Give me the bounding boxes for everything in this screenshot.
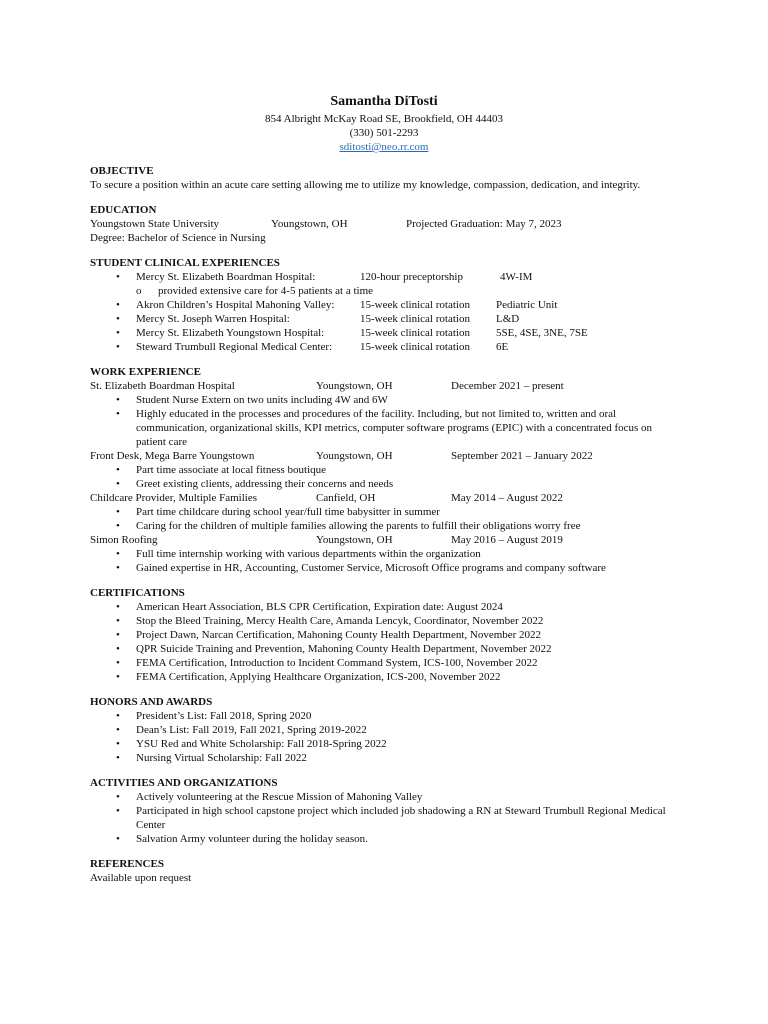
- section-title: ACTIVITIES AND ORGANIZATIONS: [90, 777, 278, 789]
- job-header: [90, 379, 690, 393]
- bullet-glyph: •: [116, 394, 120, 406]
- certification-item: [90, 642, 690, 656]
- school-name: Youngstown State University: [90, 218, 220, 230]
- job-bullet-text: Student Nurse Extern on two units including 4W and 6W: [136, 394, 388, 406]
- job-location: Youngstown, OH: [316, 534, 393, 546]
- objective-text: To secure a position within an acute care setting allowing me to utilize my knowledge, compassion, dedication, and integrity.: [90, 179, 641, 191]
- job-employer: St. Elizabeth Boardman Hospital: [90, 380, 235, 392]
- sub-bullet-glyph: o: [136, 285, 142, 297]
- degree: Degree: Bachelor of Science in Nursing: [90, 232, 266, 244]
- activity-item: [90, 804, 690, 832]
- certification-item: [90, 670, 690, 684]
- clinical-item: [90, 326, 690, 340]
- bullet-glyph: •: [116, 506, 120, 518]
- clinical-unit: 5SE, 4SE, 3NE, 7SE: [496, 327, 588, 339]
- certification-text: Stop the Bleed Training, Mercy Health Care, Amanda Lencyk, Coordinator, November 2022: [136, 615, 544, 627]
- bullet-glyph: •: [116, 464, 120, 476]
- bullet-glyph: •: [116, 313, 120, 325]
- clinical-unit: 4W-IM: [500, 271, 533, 283]
- job-bullet: [90, 463, 690, 477]
- honor-item: [90, 737, 690, 751]
- resume-body: [90, 164, 690, 896]
- honors-section: [90, 695, 690, 765]
- bullet-glyph: •: [116, 341, 120, 353]
- clinical-site: Mercy St. Elizabeth Boardman Hospital:: [136, 271, 316, 283]
- education-section: [90, 203, 690, 245]
- references-section: [90, 857, 690, 885]
- honor-text: President’s List: Fall 2018, Spring 2020: [136, 710, 312, 722]
- bullet-glyph: •: [116, 601, 120, 613]
- bullet-glyph: •: [116, 791, 120, 803]
- job-dates: December 2021 – present: [451, 380, 564, 392]
- bullet-glyph: •: [116, 752, 120, 764]
- clinical-unit: L&D: [496, 313, 520, 325]
- section-title: CERTIFICATIONS: [90, 587, 185, 599]
- section-title: WORK EXPERIENCE: [90, 366, 201, 378]
- graduation-date: Projected Graduation: May 7, 2023: [406, 218, 562, 230]
- honor-item: [90, 709, 690, 723]
- job-bullet: [90, 505, 690, 519]
- bullet-glyph: •: [116, 643, 120, 655]
- job-header: [90, 533, 690, 547]
- activity-text: Participated in high school capstone project which included job shadowing a RN at Steward Trumbull Regional Medical Center: [136, 805, 666, 831]
- bullet-glyph: •: [116, 671, 120, 683]
- work-section: [90, 365, 690, 575]
- job-bullet-text: Part time childcare during school year/full time babysitter in summer: [136, 506, 440, 518]
- clinical-item: [90, 298, 690, 312]
- job-location: Youngstown, OH: [316, 450, 393, 462]
- school-location: Youngstown, OH: [271, 218, 348, 230]
- section-title: OBJECTIVE: [90, 165, 154, 177]
- honor-item: [90, 723, 690, 737]
- honor-text: Nursing Virtual Scholarship: Fall 2022: [136, 752, 307, 764]
- bullet-glyph: •: [116, 710, 120, 722]
- job-dates: September 2021 – January 2022: [451, 450, 593, 462]
- section-title: STUDENT CLINICAL EXPERIENCES: [90, 257, 280, 269]
- job-bullet-text: Full time internship working with various departments within the organization: [136, 548, 481, 560]
- activity-text: Salvation Army volunteer during the holiday season.: [136, 833, 368, 845]
- phone: (330) 501-2293: [349, 127, 419, 139]
- job-bullet-text: Caring for the children of multiple families allowing the parents to fulfill their obligations worry free: [136, 520, 581, 532]
- job-bullet-text: Highly educated in the processes and procedures of the facility. Including, but not limited to, written and oral communication, organizational skills, KPI metrics, computer software programs (EPIC) with a concentrated focus on patient care: [136, 408, 653, 448]
- resume-header: [0, 94, 768, 154]
- clinical-type: 120-hour preceptorship: [360, 271, 463, 283]
- objective-section: [90, 164, 690, 192]
- bullet-glyph: •: [116, 833, 120, 845]
- clinical-item: [90, 270, 690, 284]
- job-dates: May 2016 – August 2019: [451, 534, 563, 546]
- clinical-item: [90, 312, 690, 326]
- clinical-sub-text: provided extensive care for 4-5 patients at a time: [158, 285, 374, 297]
- job-bullet: [90, 477, 690, 491]
- job-location: Youngstown, OH: [316, 380, 393, 392]
- honor-item: [90, 751, 690, 765]
- job-bullet: [90, 407, 690, 449]
- clinical-item: [90, 340, 690, 354]
- address: 854 Albright McKay Road SE, Brookfield, OH 44403: [264, 113, 503, 125]
- certification-item: [90, 628, 690, 642]
- job-header: [90, 491, 690, 505]
- clinical-type: 15-week clinical rotation: [360, 313, 470, 325]
- certifications-section: [90, 586, 690, 684]
- bullet-glyph: •: [116, 478, 120, 490]
- bullet-glyph: •: [116, 805, 120, 817]
- job-employer: Childcare Provider, Multiple Families: [90, 492, 257, 504]
- job-bullet: [90, 561, 690, 575]
- activities-section: [90, 776, 690, 846]
- candidate-name: Samantha DiTosti: [330, 94, 438, 109]
- job-employer: Front Desk, Mega Barre Youngstown: [90, 450, 255, 462]
- bullet-glyph: •: [116, 738, 120, 750]
- clinical-site: Mercy St. Elizabeth Youngstown Hospital:: [136, 327, 325, 339]
- section-title: EDUCATION: [90, 204, 157, 216]
- bullet-glyph: •: [116, 724, 120, 736]
- bullet-glyph: •: [116, 615, 120, 627]
- activity-item: [90, 832, 690, 846]
- bullet-glyph: •: [116, 520, 120, 532]
- clinical-sub-item: [90, 284, 690, 298]
- certification-item: [90, 600, 690, 614]
- certification-text: FEMA Certification, Applying Healthcare Organization, ICS-200, November 2022: [136, 671, 501, 683]
- bullet-glyph: •: [116, 408, 120, 420]
- clinical-section: [90, 256, 690, 354]
- certification-text: Project Dawn, Narcan Certification, Mahoning County Health Department, November 2022: [136, 629, 542, 641]
- certification-text: QPR Suicide Training and Prevention, Mahoning County Health Department, November 2022: [136, 643, 552, 655]
- activity-text: Actively volunteering at the Rescue Mission of Mahoning Valley: [136, 791, 423, 803]
- certification-text: American Heart Association, BLS CPR Certification, Expiration date: August 2024: [136, 601, 503, 613]
- job-bullet-text: Part time associate at local fitness boutique: [136, 464, 327, 476]
- clinical-site: Mercy St. Joseph Warren Hospital:: [136, 313, 290, 325]
- job-bullet: [90, 547, 690, 561]
- clinical-unit: 6E: [496, 341, 509, 353]
- honor-text: YSU Red and White Scholarship: Fall 2018-Spring 2022: [136, 738, 387, 750]
- job-dates: May 2014 – August 2022: [451, 492, 563, 504]
- clinical-unit: Pediatric Unit: [496, 299, 558, 311]
- job-bullet-text: Greet existing clients, addressing their concerns and needs: [136, 478, 394, 490]
- bullet-glyph: •: [116, 629, 120, 641]
- job-bullet: [90, 393, 690, 407]
- clinical-type: 15-week clinical rotation: [360, 299, 470, 311]
- references-text: Available upon request: [90, 872, 192, 884]
- job-bullet-text: Gained expertise in HR, Accounting, Customer Service, Microsoft Office programs and company software: [136, 562, 606, 574]
- section-title: REFERENCES: [90, 858, 164, 870]
- clinical-type: 15-week clinical rotation: [360, 327, 470, 339]
- bullet-glyph: •: [116, 327, 120, 339]
- clinical-site: Akron Children’s Hospital Mahoning Valley:: [136, 299, 335, 311]
- job-location: Canfield, OH: [316, 492, 376, 504]
- job-header: [90, 449, 690, 463]
- bullet-glyph: •: [116, 562, 120, 574]
- clinical-type: 15-week clinical rotation: [360, 341, 470, 353]
- certification-item: [90, 614, 690, 628]
- bullet-glyph: •: [116, 657, 120, 669]
- certification-text: FEMA Certification, Introduction to Incident Command System, ICS-100, November 2022: [136, 657, 538, 669]
- clinical-site: Steward Trumbull Regional Medical Center:: [136, 341, 333, 353]
- job-employer: Simon Roofing: [90, 534, 158, 546]
- email-link[interactable]: sditosti@neo.rr.com: [339, 141, 429, 153]
- certification-item: [90, 656, 690, 670]
- section-title: HONORS AND AWARDS: [90, 696, 213, 708]
- bullet-glyph: •: [116, 548, 120, 560]
- activity-item: [90, 790, 690, 804]
- education-row: [90, 217, 690, 231]
- honor-text: Dean’s List: Fall 2019, Fall 2021, Spring 2019-2022: [136, 724, 367, 736]
- bullet-glyph: •: [116, 271, 120, 283]
- bullet-glyph: •: [116, 299, 120, 311]
- job-bullet: [90, 519, 690, 533]
